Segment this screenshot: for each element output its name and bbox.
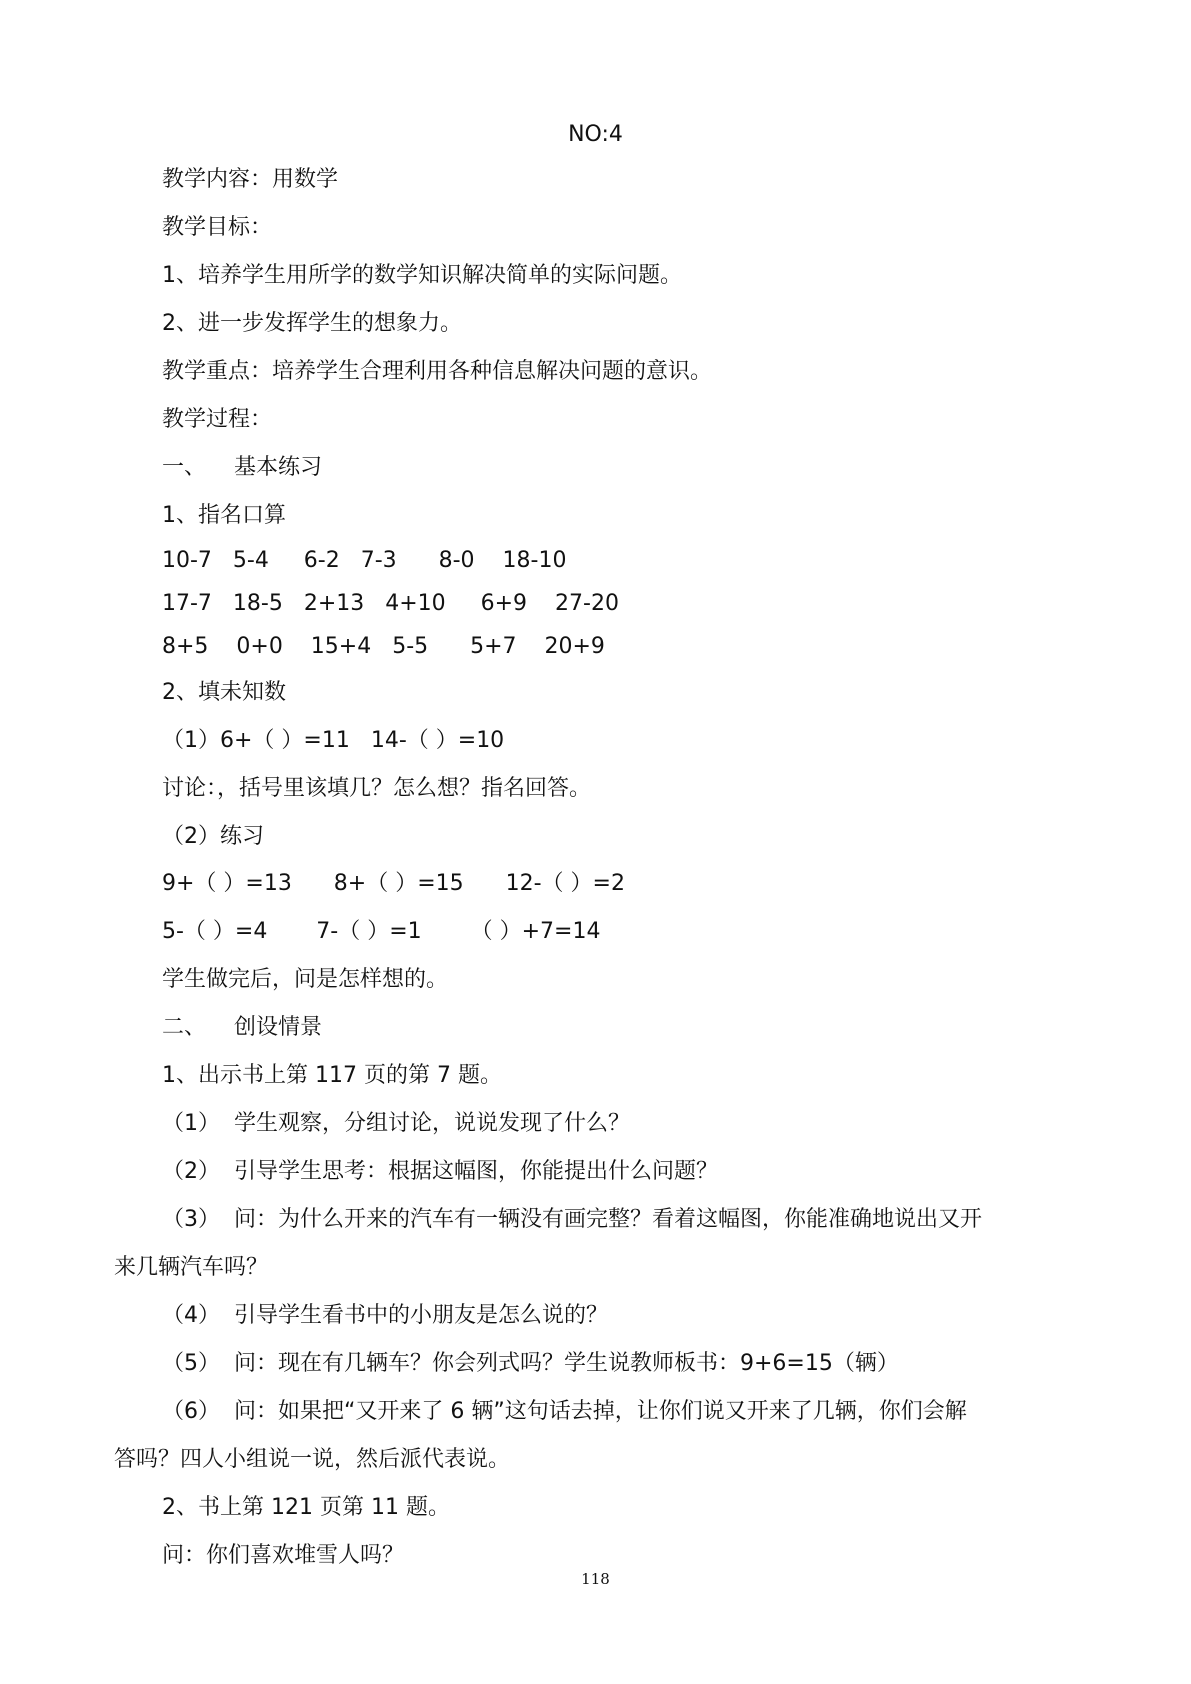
text-line-key-points: 教学重点：培养学生合理利用各种信息解决问题的意识。 xyxy=(162,359,713,384)
text-line-question-snowman: 问：你们喜欢堆雪人吗？ xyxy=(162,1543,405,1568)
math-row-practice-2: 5-（ ）=4 7-（ ）=1 （ ）+7=14 xyxy=(162,919,601,944)
math-row-1: 10-7 5-4 6-2 7-3 8-0 18-10 xyxy=(162,548,567,573)
math-row-practice-1: 9+（ ）=13 8+（ ）=15 12-（ ）=2 xyxy=(162,871,625,896)
text-line-step-3: （3） 问：为什么开来的汽车有一辆没有画完整？看着这幅图，你能准确地说出又开 xyxy=(162,1207,982,1232)
text-line-step-3-cont: 来几辆汽车吗？ xyxy=(114,1255,269,1280)
text-line-oral-calc: 1、指名口算 xyxy=(162,503,286,528)
text-line-step-6-cont: 答吗？四人小组说一说，然后派代表说。 xyxy=(114,1447,511,1472)
text-line-step-5: （5） 问：现在有几辆车？你会列式吗？学生说教师板书：9+6=15（辆） xyxy=(162,1351,899,1376)
text-line-book-117: 1、出示书上第 117 页的第 7 题。 xyxy=(162,1063,502,1088)
text-line-book-121: 2、书上第 121 页第 11 题。 xyxy=(162,1495,450,1520)
text-line-step-1: （1） 学生观察，分组讨论，说说发现了什么？ xyxy=(162,1111,630,1136)
text-line-teaching-goals: 教学目标： xyxy=(162,215,273,240)
text-line-discussion: 讨论：，括号里该填几？怎么想？指名回答。 xyxy=(162,776,592,801)
math-row-fill-1: （1）6+（ ）=11 14-（ ）=10 xyxy=(162,728,505,753)
text-line-step-4: （4） 引导学生看书中的小朋友是怎么说的？ xyxy=(162,1303,608,1328)
text-line-goal-2: 2、进一步发挥学生的想象力。 xyxy=(162,311,462,336)
text-line-step-6: （6） 问：如果把“又开来了 6 辆”这句话去掉，让你们说又开来了几辆，你们会解 xyxy=(162,1399,967,1424)
math-row-3: 8+5 0+0 15+4 5-5 5+7 20+9 xyxy=(162,634,605,659)
text-line-after-practice: 学生做完后，问是怎样想的。 xyxy=(162,967,449,992)
section-heading-scenario: 二、 创设情景 xyxy=(162,1015,322,1040)
text-line-fill-unknown: 2、填未知数 xyxy=(162,680,286,705)
section-heading-basic-practice: 一、 基本练习 xyxy=(162,455,322,480)
page-title: NO:4 xyxy=(568,122,623,147)
text-line-goal-1: 1、培养学生用所学的数学知识解决简单的实际问题。 xyxy=(162,263,682,288)
text-line-practice: （2）练习 xyxy=(162,824,264,849)
math-row-2: 17-7 18-5 2+13 4+10 6+9 27-20 xyxy=(162,591,619,616)
page-number: 118 xyxy=(581,1570,610,1588)
text-line-teaching-content: 教学内容：用数学 xyxy=(162,167,339,192)
text-line-step-2: （2） 引导学生思考：根据这幅图，你能提出什么问题？ xyxy=(162,1159,718,1184)
text-line-process: 教学过程： xyxy=(162,407,273,432)
